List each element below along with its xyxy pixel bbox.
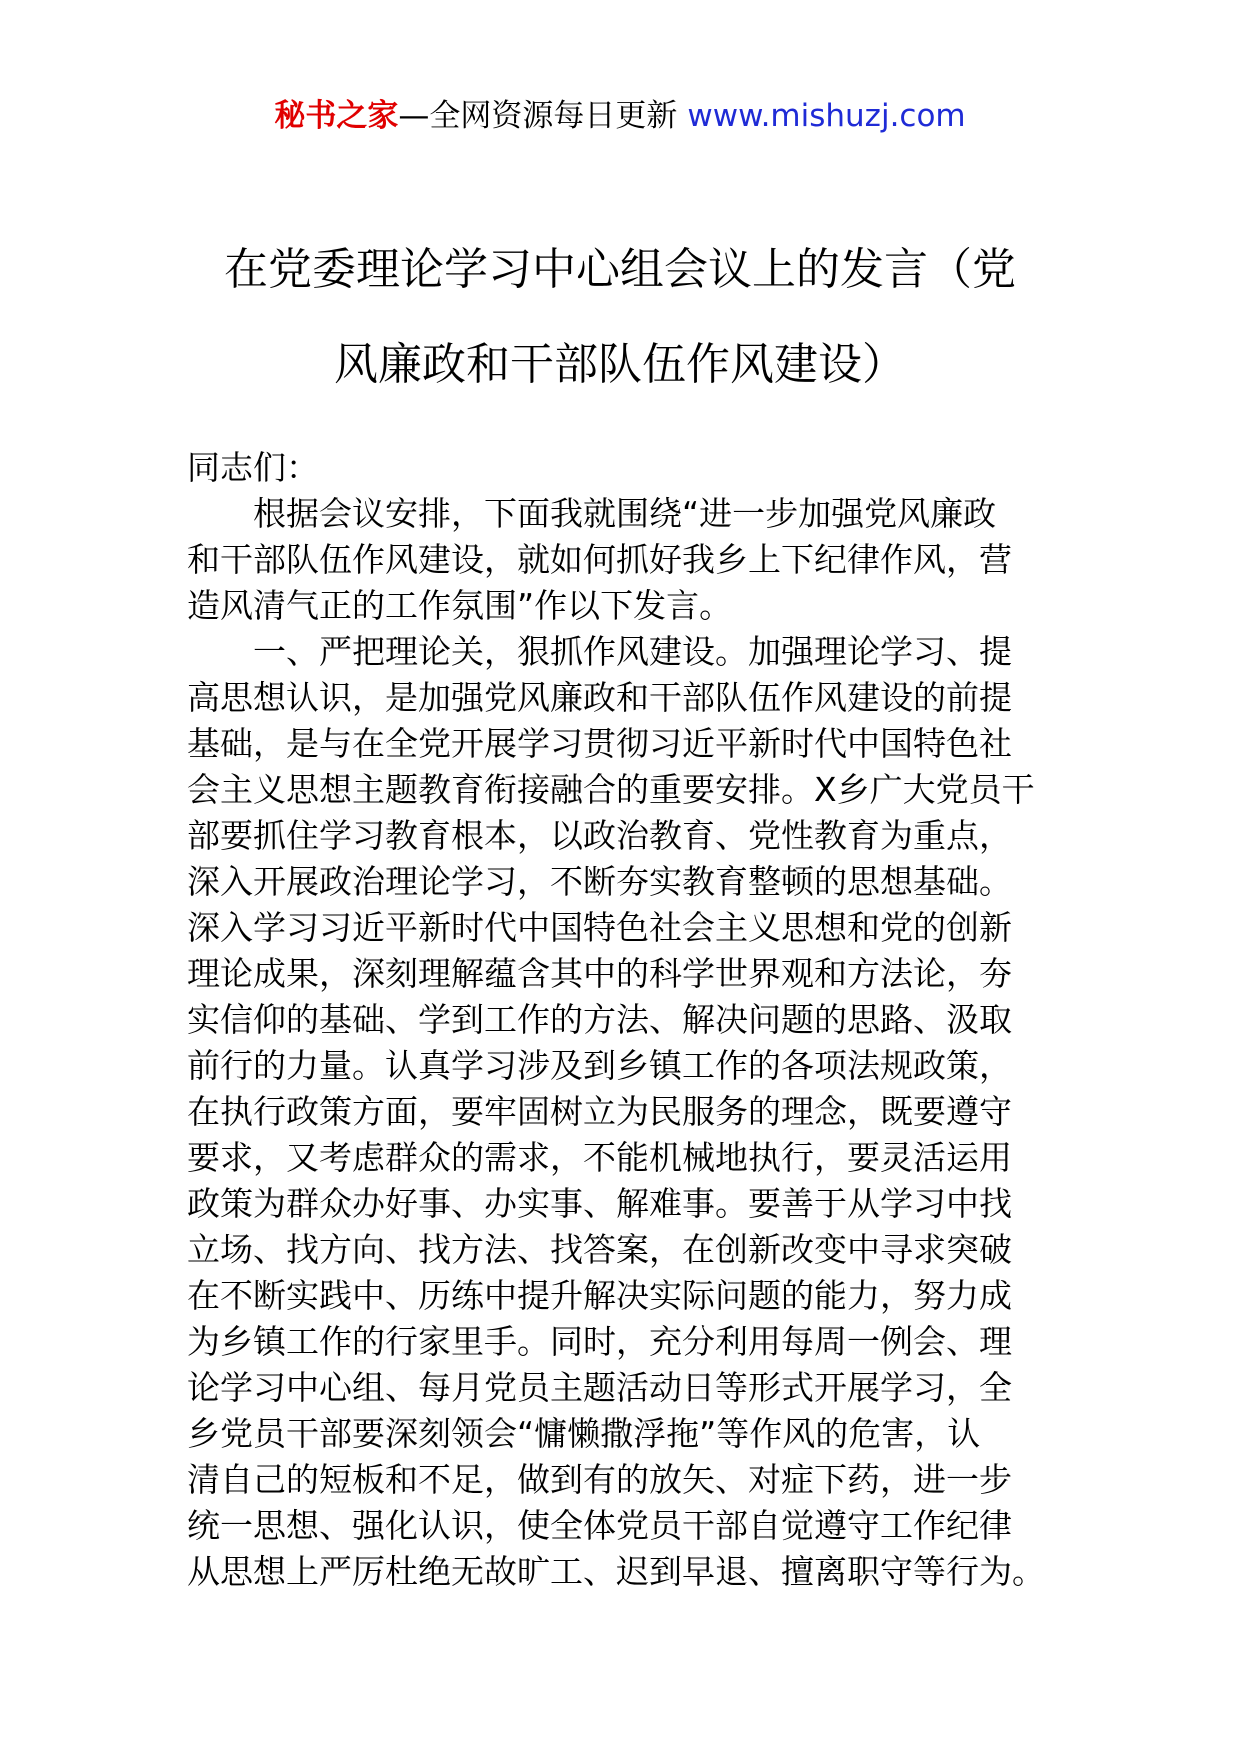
body-line: 和干部队伍作风建设，就如何抓好我乡上下纪律作风，营: [187, 540, 1012, 579]
document-body: [187, 445, 1057, 1595]
header-slogan: —全网资源每日更新: [398, 98, 678, 134]
body-line: 基础，是与在全党开展学习贯彻习近平新时代中国特色社: [187, 724, 1012, 763]
body-line: 深入学习习近平新时代中国特色社会主义思想和党的创新: [187, 908, 1012, 947]
title-line-2: 风廉政和干部队伍作风建设）: [334, 339, 906, 390]
body-line: 从思想上严厉杜绝无故旷工、迟到早退、擅离职守等行为。: [187, 1552, 1045, 1591]
body-line: 论学习中心组、每月党员主题活动日等形式开展学习，全: [187, 1368, 1012, 1407]
body-line: 部要抓住学习教育根本，以政治教育、党性教育为重点，: [187, 816, 1012, 855]
body-line: 造风清气正的工作氛围”作以下发言。: [187, 586, 733, 625]
body-line: 立场、找方向、找方法、找答案，在创新改变中寻求突破: [187, 1230, 1012, 1269]
body-line: 理论成果，深刻理解蕴含其中的科学世界观和方法论，夯: [187, 954, 1012, 993]
body-line: 乡党员干部要深刻领会“慵懒撒浮拖”等作风的危害，认: [187, 1414, 981, 1453]
body-line: 深入开展政治理论学习，不断夯实教育整顿的思想基础。: [187, 862, 1012, 901]
body-line: 在不断实践中、历练中提升解决实际问题的能力，努力成: [187, 1276, 1012, 1315]
body-line: 高思想认识，是加强党风廉政和干部队伍作风建设的前提: [187, 678, 1012, 717]
document-title: [120, 222, 1120, 412]
body-line: 实信仰的基础、学到工作的方法、解决问题的思路、汲取: [187, 1000, 1012, 1039]
site-header: [0, 96, 1240, 136]
body-line: 要求，又考虑群众的需求，不能机械地执行，要灵活运用: [187, 1138, 1012, 1177]
title-line-1: 在党委理论学习中心组会议上的发言（党: [224, 244, 1016, 295]
body-line: 为乡镇工作的行家里手。同时，充分利用每周一例会、理: [187, 1322, 1012, 1361]
site-url-link[interactable]: www.mishuzj.com: [687, 98, 966, 134]
body-line: 一、严把理论关，狠抓作风建设。加强理论学习、提: [253, 632, 1012, 671]
body-line: 政策为群众办好事、办实事、解难事。要善于从学习中找: [187, 1184, 1012, 1223]
salutation: 同志们：: [187, 448, 319, 487]
body-line: 统一思想、强化认识，使全体党员干部自觉遵守工作纪律: [187, 1506, 1012, 1545]
body-line: 会主义思想主题教育衔接融合的重要安排。X乡广大党员干: [187, 770, 1035, 809]
body-line: 前行的力量。认真学习涉及到乡镇工作的各项法规政策，: [187, 1046, 1012, 1085]
brand-name: 秘书之家: [274, 98, 399, 134]
body-line: 清自己的短板和不足，做到有的放矢、对症下药，进一步: [187, 1460, 1012, 1499]
body-line: 在执行政策方面，要牢固树立为民服务的理念，既要遵守: [187, 1092, 1012, 1131]
body-line: 根据会议安排，下面我就围绕“进一步加强党风廉政: [253, 494, 997, 533]
